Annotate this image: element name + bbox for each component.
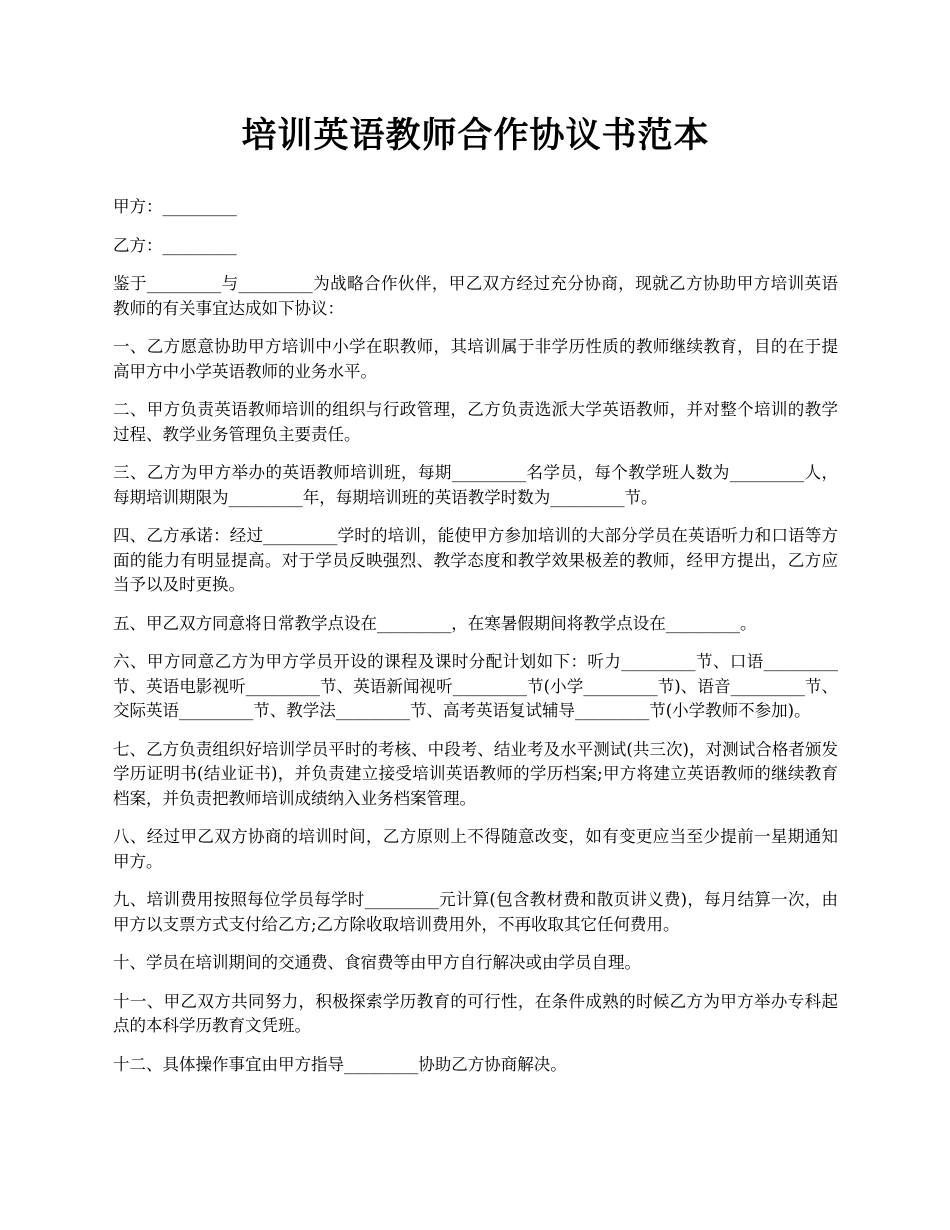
clause-12: 十二、具体操作事宜由甲方指导_________协助乙方协商解决。 [113, 1054, 567, 1074]
clause-7: 七、乙方负责组织好培训学员平时的考核、中段考、结业考及水平测试(共三次)，对测试合格者颁发学历证明书(结业证书)，并负责建立接受培训英语教师的学历档案;甲方将建立英语教师的继续教育档案，并负责把教师培训成绩纳入业务档案管理。 [113, 739, 838, 808]
clause-4: 四、乙方承诺：经过_________学时的培训，能使甲方参加培训的大部分学员在英语听力和口语等方面的能力有明显提高。对于学员反映强烈、教学态度和教学效果极差的教师，经甲方提出，乙方应当予以及时更换。 [113, 526, 838, 594]
party-a-line: 甲方：_________ [113, 197, 237, 216]
clause-5: 五、甲乙双方同意将日常教学点设在_________，在寒暑假期间将教学点设在_________。 [113, 613, 757, 633]
preamble-paragraph: 鉴于_________与_________为战略合作伙伴，甲乙双方经过充分协商，现就乙方协助甲方培训英语教师的有关事宜达成如下协议： [113, 274, 838, 318]
clause-10: 十、学员在培训期间的交通费、食宿费等由甲方自行解决或由学员自理。 [113, 953, 641, 972]
party-b-line: 乙方：_________ [113, 235, 237, 255]
clause-2: 二、甲方负责英语教师培训的组织与行政管理，乙方负责选派大学英语教师，并对整个培训的教学过程、教学业务管理负主要责任。 [113, 400, 838, 444]
clause-11: 十一、甲乙双方共同努力，积极探索学历教育的可行性，在条件成熟的时候乙方为甲方举办专科起点的本科学历教育文凭班。 [113, 991, 838, 1035]
clause-9: 九、培训费用按照每位学员每学时_________元计算(包含教材费和散页讲义费)，每月结算一次，由甲方以支票方式支付给乙方;乙方除收取培训费用外，不再收取其它任何费用。 [113, 890, 838, 934]
clause-1: 一、乙方愿意协助甲方培训中小学在职教师，其培训属于非学历性质的教师继续教育，目的在于提高甲方中小学英语教师的业务水平。 [113, 337, 838, 381]
clause-8: 八、经过甲乙双方协商的培训时间，乙方原则上不得随意改变，如有变更应当至少提前一星期通知甲方。 [113, 827, 838, 871]
clause-6: 六、甲方同意乙方为甲方学员开设的课程及课时分配计划如下：听力_________节、口语_________节、英语电影视听_________节、英语新闻视听_________节(小学_________节)、语音_________节、交际英语_________节、教学法_________节、高考英语复试辅导_________节(小学教师不参加)。 [113, 652, 838, 720]
clause-3: 三、乙方为甲方举办的英语教师培训班，每期_________名学员，每个教学班人数为_________人，每期培训期限为_________年，每期培训班的英语教学时数为_________节。 [113, 463, 838, 507]
document-title: 培训英语教师合作协议书范本 [241, 115, 710, 156]
